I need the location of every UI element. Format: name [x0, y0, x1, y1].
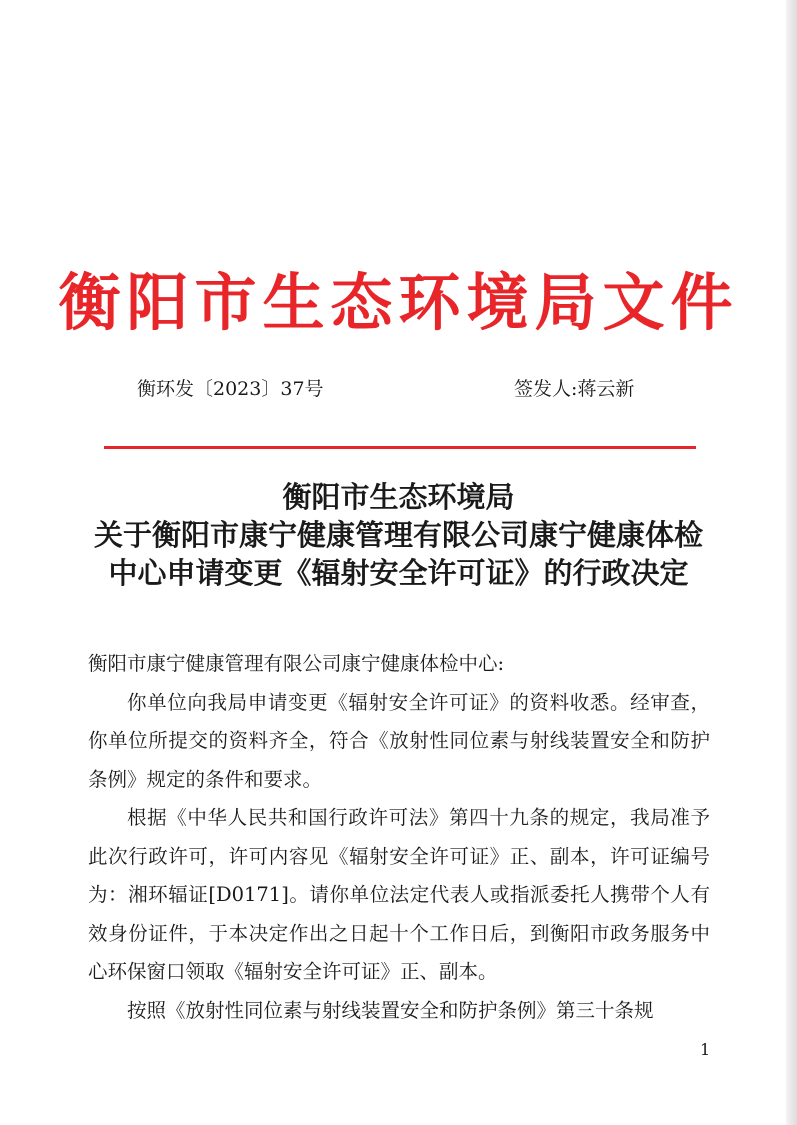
- document-number: 衡环发〔2023〕37号: [137, 378, 324, 400]
- salutation: 衡阳市康宁健康管理有限公司康宁健康体检中心:: [88, 652, 505, 675]
- heading-line-2: 关于衡阳市康宁健康管理有限公司康宁健康体检: [93, 518, 703, 552]
- page-number: 1: [700, 1040, 711, 1059]
- document-red-title: 衡阳市生态环境局文件: [58, 266, 739, 339]
- document-heading: [0, 478, 797, 592]
- red-divider: [104, 446, 696, 449]
- paragraph-2: 根据《中华人民共和国行政许可法》第四十九条的规定，我局准予此次行政许可，许可内容见《辐射安全许可证》正、副本，许可证编号为：湘环辐证[D0171]。请你单位法定代表人或指派委托人携带个人有效身份证件，于本决定作出之日起十个工作日后，到衡阳市政务服务中心环保窗口领取《辐射安全许可证》正、副本。: [88, 806, 710, 983]
- paragraph-1: 你单位向我局申请变更《辐射安全许可证》的资料收悉。经审查，你单位所提交的资料齐全，符合《放射性同位素与射线装置安全和防护条例》规定的条件和要求。: [88, 690, 710, 791]
- heading-line-3: 中心申请变更《辐射安全许可证》的行政决定: [108, 556, 689, 590]
- paragraph-3: 按照《放射性同位素与射线装置安全和防护条例》第三十条规: [127, 998, 654, 1022]
- heading-line-1: 衡阳市生态环境局: [282, 480, 515, 514]
- signer: 签发人:蒋云新: [514, 378, 635, 400]
- document-body: [88, 645, 710, 1030]
